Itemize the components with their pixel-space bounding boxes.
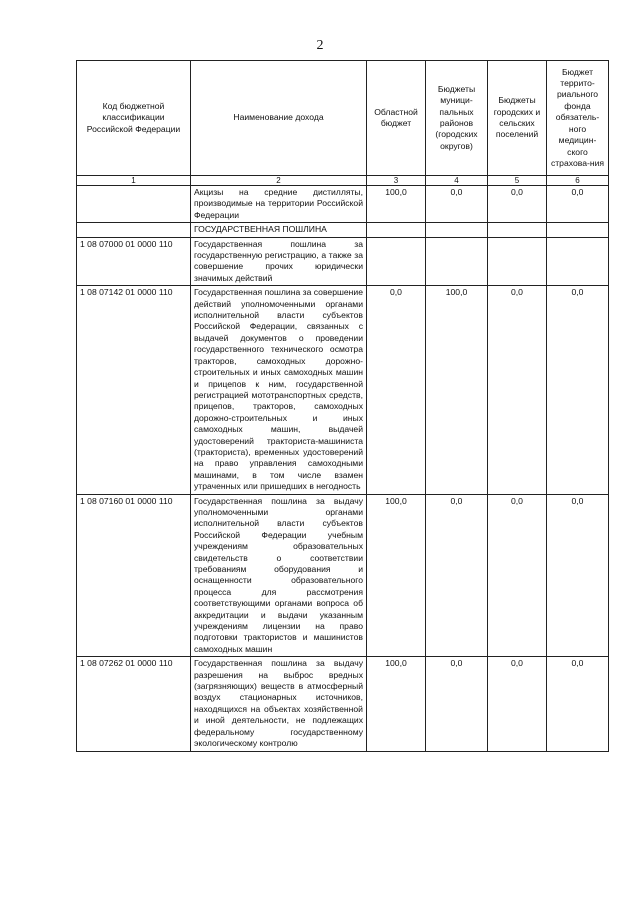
page-number: 2: [316, 38, 324, 53]
header-fund: Бюджет террито-риального фонда обязатель-ного медицин-ского страхова-ния: [547, 61, 609, 176]
column-number: 4: [426, 176, 488, 186]
section-row: [77, 223, 609, 237]
row-settlements-share: 0,0: [488, 494, 547, 657]
table-row: [77, 286, 609, 494]
table-row: [77, 657, 609, 751]
row-fund-share: 0,0: [547, 657, 609, 751]
row-municipal-share: 100,0: [426, 286, 488, 494]
table-row: [77, 494, 609, 657]
column-number: 5: [488, 176, 547, 186]
row-regional-share: [367, 237, 426, 286]
row-fund-share: 0,0: [547, 286, 609, 494]
row-municipal-share: [426, 237, 488, 286]
header-code: Код бюджетной классификации Российской Федерации: [77, 61, 191, 176]
row-name: Государственная пошлина за государственную регистрацию, а также за совершение прочих юридически значимых действий: [191, 237, 367, 286]
row-code: 1 08 07000 01 0000 110: [77, 237, 191, 286]
row-settlements-share: 0,0: [488, 657, 547, 751]
revenue-distribution-table: [76, 60, 609, 752]
row-fund-share: 0,0: [547, 494, 609, 657]
row-name: Государственная пошлина за выдачу разрешения на выброс вредных (загрязняющих) веществ в атмосферный воздух стационарных источников, находящихся на объектах хозяйственной и иной деятельности, не подлежащих федеральному государственному экологическому контролю: [191, 657, 367, 751]
row-regional-share: 100,0: [367, 494, 426, 657]
row-name: Государственная пошлина за выдачу уполномоченными органами исполнительной власти субъектов Российской Федерации учебным учреждениям образовательных свидетельств о соответствии требованиям оборудования и оснащенности образовательного процесса для рассмотрения соответствующими органами вопроса об аккредитации и выдачи указанным учреждениям лицензии на право подготовки трактористов и машинистов самоходных машин: [191, 494, 367, 657]
row-code: 1 08 07160 01 0000 110: [77, 494, 191, 657]
table-row: [77, 237, 609, 286]
row-fund-share: 0,0: [547, 186, 609, 223]
header-settlements: Бюджеты городских и сельских поселений: [488, 61, 547, 176]
row-code: 1 08 07142 01 0000 110: [77, 286, 191, 494]
row-code: [77, 186, 191, 223]
column-number: 2: [191, 176, 367, 186]
column-number: 3: [367, 176, 426, 186]
row-name: Государственная пошлина за совершение действий уполномоченными органами исполнительной власти субъектов Российской Федерации, связанных с выдачей документов о проведении государственного технического осмотра тракторов, самоходных дорожно-строительных и иных самоходных машин и прицепов к ним, государственной регистрацией мототранспортных средств, прицепов, тракторов, самоходных дорожно-строительных и иных самоходных машин, выдачей удостоверений тракториста-машиниста (тракториста), временных удостоверений на право управления самоходными машинами, в том числе взамен утраченных или пришедших в негодность: [191, 286, 367, 494]
row-fund-share: [547, 237, 609, 286]
row-code: 1 08 07262 01 0000 110: [77, 657, 191, 751]
header-municipal: Бюджеты муници-пальных районов (городских округов): [426, 61, 488, 176]
row-settlements-share: 0,0: [488, 286, 547, 494]
column-number-row: [77, 176, 609, 186]
column-number: 1: [77, 176, 191, 186]
row-municipal-share: 0,0: [426, 494, 488, 657]
section-title: ГОСУДАРСТВЕННАЯ ПОШЛИНА: [191, 223, 367, 237]
row-municipal-share: 0,0: [426, 657, 488, 751]
row-regional-share: 100,0: [367, 186, 426, 223]
header-regional: Областной бюджет: [367, 61, 426, 176]
column-number: 6: [547, 176, 609, 186]
row-name: Акцизы на средние дистилляты, производимые на территории Российской Федерации: [191, 186, 367, 223]
row-regional-share: 0,0: [367, 286, 426, 494]
table-row: [77, 186, 609, 223]
row-settlements-share: 0,0: [488, 186, 547, 223]
table-header-row: [77, 61, 609, 176]
row-regional-share: 100,0: [367, 657, 426, 751]
header-name: Наименование дохода: [191, 61, 367, 176]
row-settlements-share: [488, 237, 547, 286]
row-municipal-share: 0,0: [426, 186, 488, 223]
